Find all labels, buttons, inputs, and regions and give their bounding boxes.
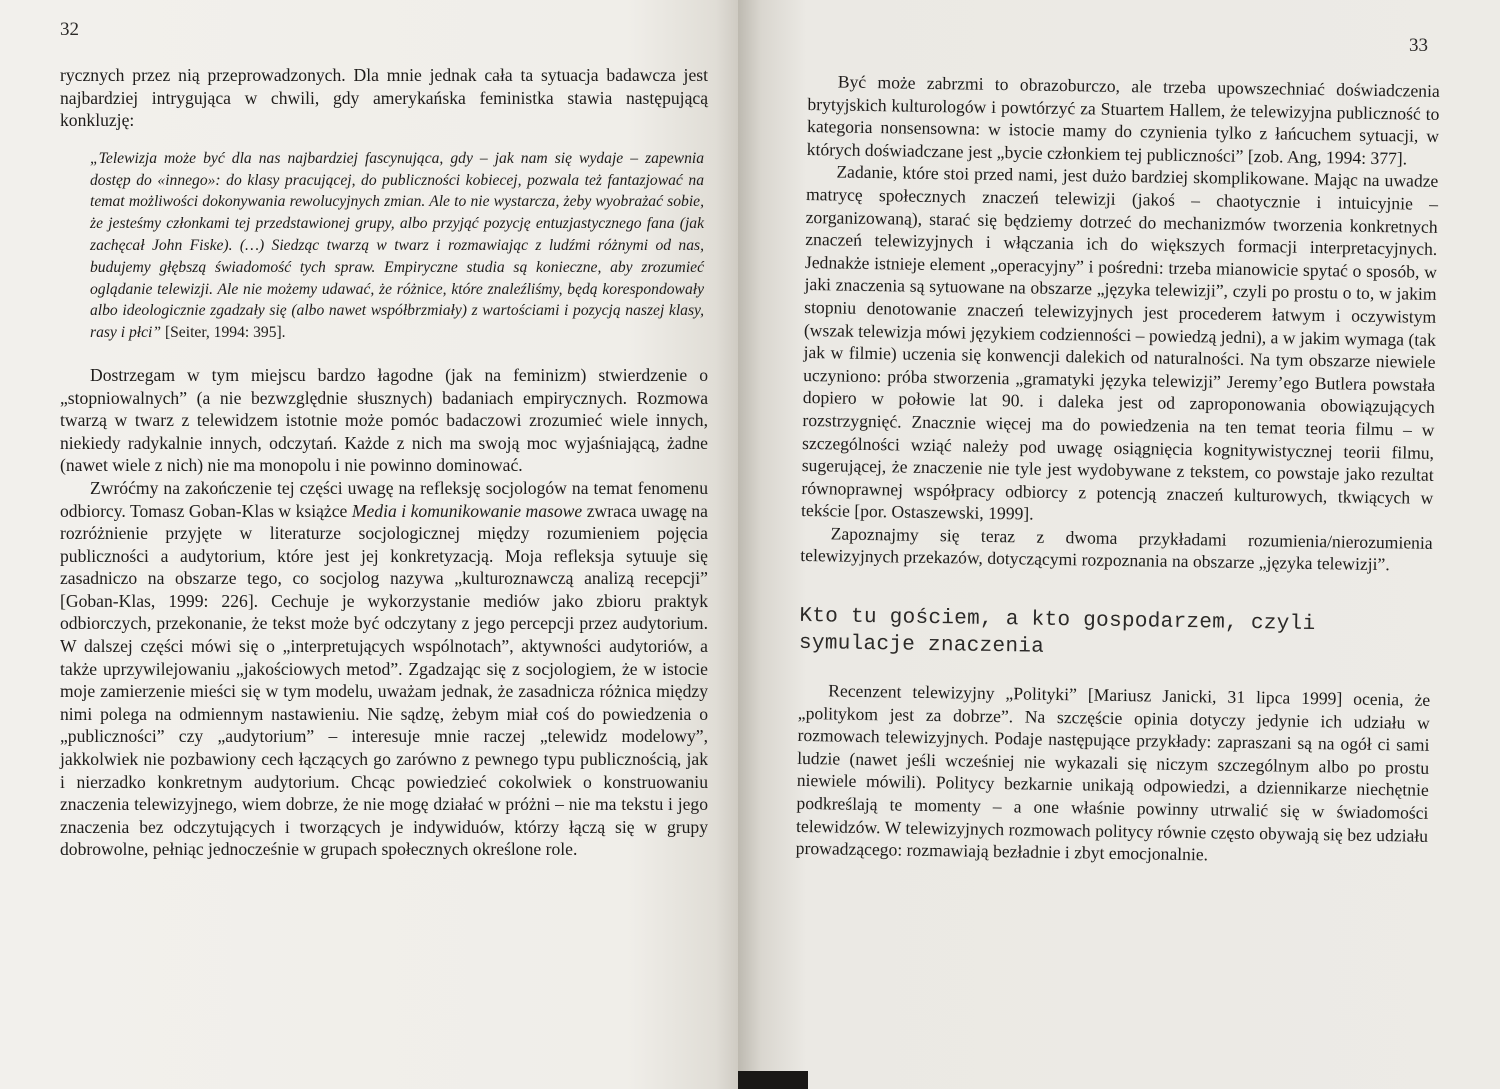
paragraph: Dostrzegam w tym miejscu bardzo łagodne (jak na feminizm) stwierdzenie o „stopniowalnych” (a nie bezwzględnie słusznych) badaniach empirycznych. Rozmowa twarzą w twarz z telewidzem istotnie może pomóc badaczowi zrozumieć wiele innych, niekiedy radykalnie innych, odczytań. Każde z nich ma swoją moc wyjaśniającą, żadne (nawet wiele z nich) nie ma monopolu i nie powinno dominować. [60, 364, 708, 476]
spine-shadow [738, 1071, 808, 1089]
paragraph-text: zwraca uwagę na rozróżnienie przyjęte w literaturze socjologicznej między rozumieniem pojęcia publiczności a audytorium, które jest jej konkretyzacją. Moja refleksja sytuuje się zasadniczo na obszarze tego, co socjolog nazywa „kulturoznawczą analizą recepcji” [Goban-Klas, 1999: 226]. Cechuje je wykorzystanie mediów jako zbioru praktyk odbiorczych, przekonanie, że tekst może być odczytany z jego percepcji przez audytorium. W dalszej części mówi się o „interpretujących wspólnotach”, aktywności audytoriów, a także uprzywilejowaniu „jakościowych metod”. Zgadzając się z socjologiem, że w istocie moje zamierzenie mieści się w tym modelu, uważam jednak, że zasadnicza różnica między nimi polega na odmiennym nastawieniu. Nie sądzę, żebym miał coś do powiedzenia o „publiczności” czy „audytorium” – interesuje mnie raczej „telewidz modelowy”, jakkolwiek nie pozbawiony cech łączących go zarówno z pewnego typu publicznością, jak i nierzadko konkretnym audytorium. Chcąc powiedzieć cokolwiek o konstruowaniu znaczenia telewizyjnego, wiem dobrze, że nie mogę działać w próżni – nie ma tekstu i jego znaczenia bez odczytujących i tworzących je indywiduów, którzy łączą się w grupy dobrowolne, pełniąc jednocześnie w grupach społecznych określone role. [60, 500, 708, 860]
page-number: 33 [1409, 35, 1428, 56]
left-page [0, 0, 738, 1089]
section-heading: Kto tu gościem, a kto gospodarzem, czyli symulacje znaczenia [798, 604, 1316, 659]
right-page [738, 0, 1500, 1089]
paragraph: Być może zabrzmi to obrazoburczo, ale trzeba upowszechniać doświadczenia brytyjskich kulturologów i powtórzyć za Stuartem Hallem, że telewizyjna publiczność to kategoria nonsensowna: w istocie mamy do czynienia tylko z łańcuchem sytuacji, w których doświadczane jest „bycie członkiem tej publiczności” [zob. Ang, 1994: 377]. [806, 71, 1440, 169]
paragraph: rycznych przez nią przeprowadzonych. Dla mnie jednak cała ta sytuacja badawcza jest najbardziej intrygująca w chwili, gdy amerykańska feministka stawia następującą konkluzję: [60, 65, 708, 131]
page-number: 32 [60, 19, 79, 40]
paragraph [60, 477, 708, 861]
book-title: Media i komunikowanie masowe [351, 500, 583, 521]
quote-text: „Telewizja może być dla nas najbardziej fascynująca, gdy – jak nam się wydaje – zapewnia dostęp do «innego»: do klasy pracującej, do publiczności kobiecej, pozwala też fantazjować na temat możliwości dokonywania rewolucyjnych zmian. Ale to nie wystarcza, żeby wyobrażać sobie, że jesteśmy członkami tej przedstawionej grupy, albo przyjąć pozycję entuzjastycznego fana (jak zachęcał John Fiske). (…) Siedząc twarzą w twarz i rozmawiając z ludźmi różnymi od nas, budujemy głębszą świadomość tych spraw. Empiryczne studia są konieczne, aby zrozumieć oglądanie telewizji. Ale nie możemy udawać, że różnice, które znaleźliśmy, będą korespondowały albo ideologicznie zgadzały się (albo nawet współbrzmiały) z wartościami i pozycją naszej klasy, rasy i płci” [90, 149, 704, 342]
paragraph: Zadanie, które stoi przed nami, jest dużo bardziej skomplikowane. Mając na uwadze matrycę społecznych znaczeń telewizji (jakoś – chaotycznie i intuicyjnie – zorganizowaną), starać się będziemy dotrzeć do mechanizmów tworzenia konkretnych znaczeń telewizyjnych i włączania ich do większych formacji interpretacyjnych. Jednakże istnieje element „operacyjny” i pośredni: trzeba mianowicie spytać o sposób, w jaki znaczenia są sytuowane na obszarze „języka telewizji”, czyli po prostu o to, w jakim stopniu denotowanie znaczeń telewizyjnych jest procederem łatwym i oczywistym (wszak telewizja mówi językiem codzienności – powiedzą jedni), a w jakim wymaga (tak jak w filmie) uczenia się konwencji dalekich od naturalności. Na tym obszarze niewiele uczyniono: próba stworzenia „gramatyki języka telewizji” Jeremy’ego Butlera powstała dopiero w połowie lat 90. i daleka jest od zaproponowania obowiązujących rozstrzygnięć. Znacznie więcej ma do powiedzenia na ten temat teoria filmu – w szczególności wziąć należy pod uwagę osiągnięcia kognitywistycznej teorii filmu, sugerującej, że znaczenie nie tyle jest wydobywane z tekstem, co powstaje jako rezultat równoprawnej współpracy odbiorcy z potencją znaczeń kulturowych, tkwiących w tekście [por. Ostaszewski, 1999]. [800, 161, 1439, 524]
paragraph-text: Zwróćmy na zakończenie tej części uwagę na refleksję socjologów na temat fenomenu odbiorcy. Tomasz Goban-Klas w książce [60, 477, 708, 521]
paragraph: Recenzent telewizyjny „Polityki” [Mariusz Janicki, 31 lipca 1999] ocenia, że „politykom jest za dobrze”. Na szczęście opinia dotyczy jedynie ich udziału w rozmowach telewizyjnych. Podaje następujące przykłady: zapraszani są na ogół ci sami ludzie (nawet jeśli wcześniej nie wykazali się niczym szczególnym albo po prostu niewiele mówili). Politycy bezkarnie unikają odpowiedzi, a dziennikarze niechętnie podkreślają te momenty – a one właśnie powinny utrwalić się w świadomości telewidzów. W telewizyjnych rozmowach politycy równie często obywają się bez udziału prowadzącego: rozmawiają bezładnie i zbyt emocjonalnie. [795, 680, 1431, 865]
paragraph: Zapoznajmy się teraz z dwoma przykładami rozumienia/nierozumienia telewizyjnych przekazów, dotyczącymi rozpoznania na obszarze „języka telewizji”. [800, 523, 1433, 575]
quote-citation: [Seiter, 1994: 395]. [161, 324, 286, 342]
block-quote [90, 148, 708, 344]
right-page-body [796, 70, 1440, 870]
